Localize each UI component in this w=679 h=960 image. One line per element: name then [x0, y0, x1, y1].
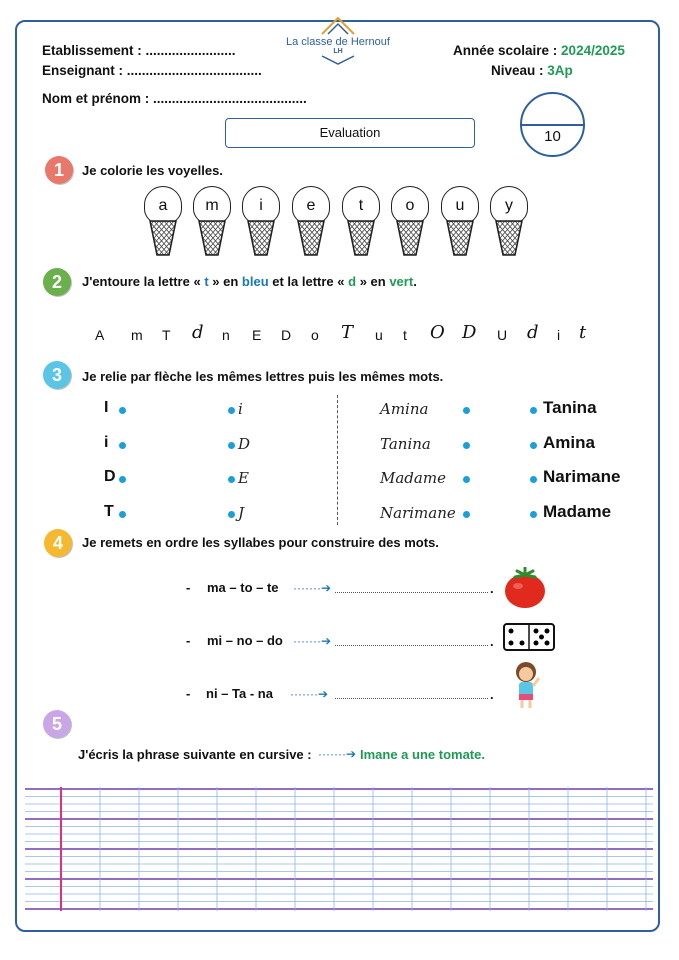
match-dot[interactable]: [228, 407, 235, 414]
enseignant-label: Enseignant : ....................................: [42, 63, 262, 78]
match-dot[interactable]: [228, 511, 235, 518]
ice-cream-cone[interactable]: [193, 186, 233, 258]
ice-cream-cone[interactable]: [242, 186, 282, 258]
cone-icon: [297, 220, 325, 256]
cone-icon: [198, 220, 226, 256]
letter-item[interactable]: T: [162, 327, 171, 343]
match-dot[interactable]: [530, 442, 537, 449]
score-circle: [520, 92, 585, 157]
ice-cream-cone[interactable]: [292, 186, 332, 258]
item-dash: -: [186, 580, 191, 595]
arrow-icon: ·······➔: [318, 747, 357, 761]
match-dot[interactable]: [463, 442, 470, 449]
cone-letter: y: [490, 186, 528, 224]
exercise-4-badge: 4: [44, 529, 72, 557]
girl-icon: [510, 660, 542, 710]
match-dot[interactable]: [463, 407, 470, 414]
arrow-icon: ·······➔: [293, 634, 332, 648]
answer-line[interactable]: [335, 698, 488, 699]
item-dash: -: [186, 633, 191, 648]
ice-cream-cone[interactable]: [490, 186, 530, 258]
letter-item[interactable]: D: [281, 327, 292, 343]
item-end: .: [490, 634, 494, 649]
logo-roof-icon: [318, 14, 358, 36]
letter-d: d: [348, 274, 357, 289]
syllables: ma – to – te: [207, 580, 279, 595]
match-dot[interactable]: [119, 476, 126, 483]
letter-item[interactable]: d: [527, 322, 539, 343]
match-dot[interactable]: [530, 476, 537, 483]
letter-item[interactable]: A: [95, 327, 105, 343]
letter-item[interactable]: m: [131, 327, 143, 343]
logo-sub: LH: [333, 48, 343, 55]
arrow-icon: ·······➔: [293, 581, 332, 595]
niveau: [491, 63, 573, 78]
match-dot[interactable]: [228, 476, 235, 483]
cone-letter: m: [193, 186, 231, 224]
match-dot[interactable]: [530, 407, 537, 414]
ice-cream-cone[interactable]: [342, 186, 382, 258]
score-total: 10: [544, 128, 561, 145]
exercise-1-instruction: Je colorie les voyelles.: [82, 163, 223, 178]
exercise-5-instruction: J'écris la phrase suivante en cursive :: [78, 747, 312, 762]
match-dot[interactable]: [119, 407, 126, 414]
cursive-word: Amina: [380, 400, 429, 418]
syllables: mi – no – do: [207, 633, 283, 648]
instr-part: .: [413, 274, 417, 289]
cursive-word: Narimane: [380, 504, 456, 522]
cone-letter: i: [242, 186, 280, 224]
print-word: Tanina: [543, 398, 597, 417]
exercise-4-instruction: Je remets en ordre les syllabes pour construire des mots.: [82, 535, 439, 550]
exercise-3-badge: 3: [43, 361, 71, 389]
cone-letter: o: [391, 186, 429, 224]
cone-icon: [247, 220, 275, 256]
left-letter: I: [104, 399, 109, 416]
cone-icon: [446, 220, 474, 256]
evaluation-title: Evaluation: [225, 118, 475, 148]
separator-line: [337, 395, 338, 525]
instr-part: J'entoure la lettre «: [82, 274, 205, 289]
match-dot[interactable]: [530, 511, 537, 518]
nom-prenom-label: Nom et prénom : .........................................: [42, 91, 307, 106]
cursive-word: Madame: [380, 469, 446, 487]
letter-t: t: [204, 274, 209, 289]
match-dot[interactable]: [463, 476, 470, 483]
syllables: ni – Ta - na: [206, 686, 273, 701]
letter-item[interactable]: O: [430, 322, 445, 343]
item-dash: -: [186, 686, 191, 701]
item-end: .: [490, 687, 494, 702]
exercise-1-badge: 1: [45, 156, 73, 184]
word-bleu: bleu: [241, 274, 269, 289]
annee-scolaire: [453, 43, 625, 58]
cone-letter: u: [441, 186, 479, 224]
niveau-label: Niveau :: [491, 63, 548, 78]
letter-item[interactable]: t: [579, 322, 587, 343]
left-letter: i: [104, 434, 109, 451]
letter-item[interactable]: E: [252, 327, 262, 343]
exercise-5-sentence: Imane a une tomate.: [360, 747, 485, 762]
print-word: Madame: [543, 502, 612, 521]
cone-letter: e: [292, 186, 330, 224]
cursive-letter: J: [238, 504, 245, 522]
letter-item[interactable]: U: [497, 327, 508, 343]
cursive-letter: E: [238, 469, 249, 487]
ice-cream-cone[interactable]: [391, 186, 431, 258]
score-divider: [520, 124, 585, 126]
word-vert: vert: [389, 274, 414, 289]
letter-item[interactable]: o: [311, 327, 319, 343]
etablissement-label: Etablissement : ........................: [42, 43, 236, 58]
cone-icon: [149, 220, 177, 256]
exercise-3-instruction: Je relie par flèche les mêmes lettres puis les mêmes mots.: [82, 369, 444, 384]
exercise-2-badge: 2: [43, 268, 71, 296]
exercise-2-instruction: [82, 274, 417, 289]
arrow-icon: ·······➔: [290, 687, 329, 701]
logo: [283, 14, 393, 74]
cone-letter: a: [144, 186, 182, 224]
print-word: Amina: [543, 433, 595, 452]
instr-part: » en: [356, 274, 390, 289]
letter-item[interactable]: t: [403, 327, 407, 343]
letter-item[interactable]: n: [222, 327, 230, 343]
ice-cream-cone[interactable]: [441, 186, 481, 258]
niveau-value: 3Ap: [547, 63, 573, 78]
cone-letter: t: [342, 186, 380, 224]
tomato-icon: [503, 567, 547, 609]
letter-item[interactable]: u: [375, 327, 383, 343]
exercise-5-badge: 5: [43, 710, 71, 738]
match-dot[interactable]: [228, 442, 235, 449]
letter-item[interactable]: i: [557, 327, 561, 343]
letter-item[interactable]: T: [341, 322, 354, 343]
instr-part: et la lettre «: [268, 274, 349, 289]
ice-cream-cone[interactable]: [144, 186, 184, 258]
cone-icon: [396, 220, 424, 256]
writing-lines[interactable]: [25, 787, 653, 911]
item-end: .: [490, 581, 494, 596]
annee-value: 2024/2025: [561, 43, 625, 58]
annee-label: Année scolaire :: [453, 43, 562, 58]
match-dot[interactable]: [119, 442, 126, 449]
match-dot[interactable]: [119, 511, 126, 518]
left-letter: D: [104, 468, 116, 485]
cursive-word: Tanina: [380, 435, 431, 453]
letter-item[interactable]: D: [462, 322, 477, 343]
letter-item[interactable]: d: [192, 322, 204, 343]
print-word: Narimane: [543, 467, 621, 486]
cursive-letter: i: [238, 400, 243, 418]
cone-icon: [495, 220, 523, 256]
match-dot[interactable]: [463, 511, 470, 518]
cursive-letter: D: [238, 435, 251, 453]
logo-text: La classe de Hernouf: [286, 36, 390, 48]
logo-chevron-icon: [318, 55, 358, 65]
instr-part: » en: [208, 274, 242, 289]
domino-icon: [503, 623, 555, 651]
cone-icon: [347, 220, 375, 256]
left-letter: T: [104, 503, 114, 520]
answer-line[interactable]: [335, 592, 488, 593]
answer-line[interactable]: [335, 645, 488, 646]
